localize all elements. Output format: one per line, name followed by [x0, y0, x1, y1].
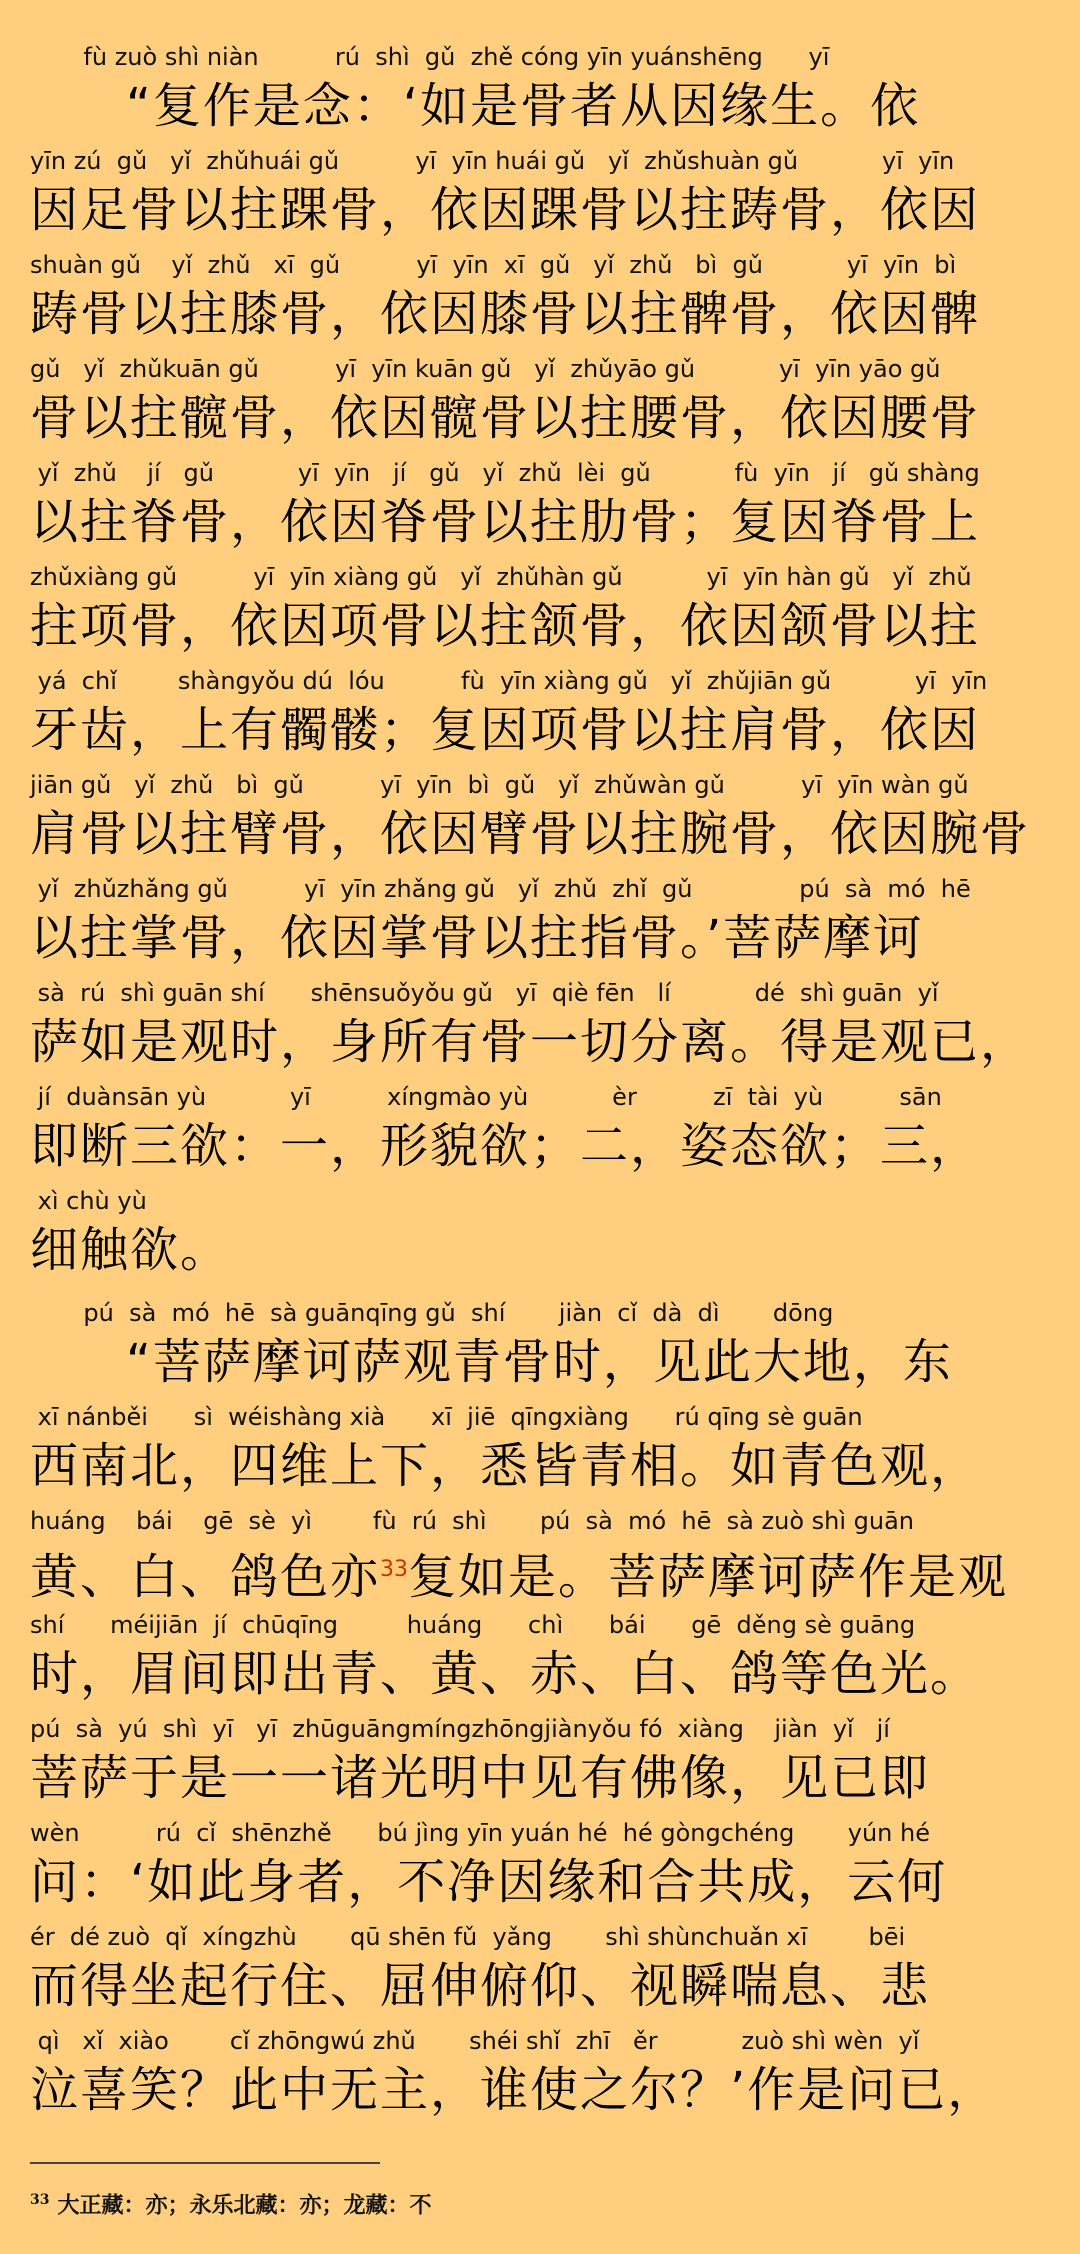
pinyin-line: wèn rú cǐ shēnzhě bú jìng yīn yuán hé hé gòngchéng yún hé — [30, 1819, 930, 1847]
hanzi-segment: 复如是。菩萨摩诃萨作是观 — [408, 1549, 1009, 1605]
pinyin-line: xī nánběi sì wéishàng xià xī jiē qīngxiàng rú qīng sè guān — [30, 1403, 863, 1431]
pinyin-line: xì chù yù — [30, 1187, 147, 1215]
hanzi-line: 骨以拄髋骨，依因髋骨以拄腰骨，依因腰骨 — [30, 390, 981, 446]
hanzi-line: 以拄掌骨，依因掌骨以拄指骨。’菩萨摩诃 — [30, 910, 924, 966]
text-line — [30, 664, 1060, 768]
hanzi-line: “复作是念：‘如是骨者从因缘生。依 — [126, 78, 921, 134]
pinyin-line: yīn zú gǔ yǐ zhǔhuái gǔ yī yīn huái gǔ yǐ zhǔshuàn gǔ yī yīn — [30, 147, 955, 175]
pinyin-line: jí duànsān yù yī xíngmào yù èr zī tài yù sān — [30, 1083, 942, 1111]
text-line — [30, 1080, 1060, 1184]
footnote-number: 33 — [30, 2192, 50, 2208]
hanzi-line: 拄项骨，依因项骨以拄颔骨，依因颔骨以拄 — [30, 598, 981, 654]
hanzi-line — [30, 1540, 1060, 1605]
hanzi-line: 即断三欲：一，形貌欲；二，姿态欲；三， — [30, 1118, 981, 1174]
hanzi-line: 泣喜笑？此中无主，谁使之尔？’作是问已， — [30, 2062, 998, 2118]
footnote — [30, 2182, 432, 2218]
footnote-divider — [30, 2162, 380, 2164]
pinyin-line: yá chǐ shàngyǒu dú lóu fù yīn xiàng gǔ yǐ zhǔjiān gǔ yī yīn — [30, 667, 988, 695]
pinyin-line: ér dé zuò qǐ xíngzhù qū shēn fǔ yǎng shì shùnchuǎn xī bēi — [30, 1923, 906, 1951]
text-line — [30, 144, 1060, 248]
text-line — [30, 40, 1060, 144]
hanzi-line: 踌骨以拄膝骨，依因膝骨以拄髀骨，依因髀 — [30, 286, 981, 342]
text-line — [30, 1608, 1060, 1712]
pinyin-line: fù zuò shì niàn rú shì gǔ zhě cóng yīn yuánshēng yī — [30, 43, 830, 71]
pinyin-line: yǐ zhǔzhǎng gǔ yī yīn zhǎng gǔ yǐ zhǔ zhǐ gǔ pú sà mó hē — [30, 875, 971, 903]
pinyin-line: huáng bái gē sè yì fù rú shì pú sà mó hē sà zuò shì guān — [30, 1507, 915, 1535]
pinyin-line: shí méijiān jí chūqīng huáng chì bái gē děng sè guāng — [30, 1611, 916, 1639]
pinyin-line: pú sà mó hē sà guānqīng gǔ shí jiàn cǐ dà dì dōng — [30, 1299, 834, 1327]
hanzi-line: 肩骨以拄臂骨，依因臂骨以拄腕骨，依因腕骨 — [30, 806, 1031, 862]
hanzi-line: 细触欲。 — [30, 1222, 231, 1278]
hanzi-line: 因足骨以拄踝骨，依因踝骨以拄踌骨，依因 — [30, 182, 981, 238]
hanzi-segment: 黄、白、鸽色亦 — [30, 1549, 381, 1605]
text-line — [30, 872, 1060, 976]
text-line — [30, 560, 1060, 664]
pinyin-line: zhǔxiàng gǔ yī yīn xiàng gǔ yǐ zhǔhàn gǔ yī yīn hàn gǔ yǐ zhǔ — [30, 563, 972, 591]
pinyin-line: gǔ yǐ zhǔkuān gǔ yī yīn kuān gǔ yǐ zhǔyāo gǔ yī yīn yāo gǔ — [30, 355, 941, 383]
hanzi-line: 菩萨于是一一诸光明中见有佛像，见已即 — [30, 1750, 931, 1806]
footnote-reference[interactable]: 33 — [380, 1557, 409, 1582]
text-line — [30, 1712, 1060, 1816]
text-line — [30, 456, 1060, 560]
text-line — [30, 1504, 1060, 1608]
hanzi-line: 牙齿，上有髑髅；复因项骨以拄肩骨，依因 — [30, 702, 981, 758]
hanzi-line: 西南北，四维上下，悉皆青相。如青色观， — [30, 1438, 981, 1494]
text-line — [30, 976, 1060, 1080]
hanzi-line: 时，眉间即出青、黄、赤、白、鸽等色光。 — [30, 1646, 981, 1702]
text-line — [30, 768, 1060, 872]
pinyin-line: shuàn gǔ yǐ zhǔ xī gǔ yī yīn xī gǔ yǐ zhǔ bì gǔ yī yīn bì — [30, 251, 957, 279]
hanzi-line: 而得坐起行住、屈伸俯仰、视瞬喘息、悲 — [30, 1958, 931, 2014]
pinyin-line: sà rú shì guān shí shēnsuǒyǒu gǔ yī qiè fēn lí dé shì guān yǐ — [30, 979, 939, 1007]
pinyin-line: qì xǐ xiào cǐ zhōngwú zhǔ shéi shǐ zhī ěr zuò shì wèn yǐ — [30, 2027, 920, 2055]
pinyin-line: pú sà yú shì yī yī zhūguāngmíngzhōngjiànyǒu fó xiàng jiàn yǐ jí — [30, 1715, 890, 1743]
text-line — [30, 1296, 1060, 1400]
text-line — [30, 248, 1060, 352]
hanzi-line: 萨如是观时，身所有骨一切分离。得是观已， — [30, 1014, 1031, 1070]
hanzi-line: 以拄脊骨，依因脊骨以拄肋骨；复因脊骨上 — [30, 494, 981, 550]
text-line — [30, 1184, 1060, 1288]
pinyin-line: jiān gǔ yǐ zhǔ bì gǔ yī yīn bì gǔ yǐ zhǔwàn gǔ yī yīn wàn gǔ — [30, 771, 969, 799]
text-line — [30, 2024, 1060, 2128]
hanzi-line: 问：‘如此身者，不净因缘和合共成，云何 — [30, 1854, 948, 1910]
text-line — [30, 1400, 1060, 1504]
text-line — [30, 1920, 1060, 2024]
pinyin-line: yǐ zhǔ jí gǔ yī yīn jí gǔ yǐ zhǔ lèi gǔ fù yīn jí gǔ shàng — [30, 459, 980, 487]
hanzi-line: “菩萨摩诃萨观青骨时，见此大地，东 — [126, 1334, 953, 1390]
text-line — [30, 352, 1060, 456]
footnote-text: 大正藏：亦；永乐北藏：亦；龙藏：不 — [57, 2192, 432, 2219]
text-line — [30, 1816, 1060, 1920]
